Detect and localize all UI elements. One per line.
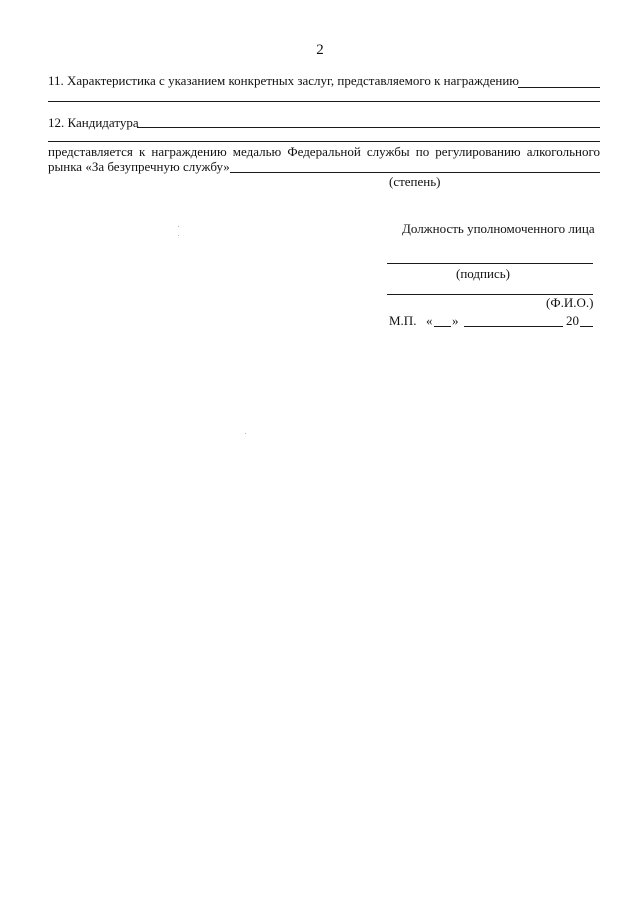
nomination-word: представляется bbox=[48, 144, 133, 159]
date-quote-open: « bbox=[426, 313, 433, 328]
name-caption: (Ф.И.О.) bbox=[546, 295, 594, 310]
signature-caption: (подпись) bbox=[456, 266, 510, 281]
nomination-word: алкогольного bbox=[526, 144, 600, 159]
nomination-word: Федеральной bbox=[287, 144, 361, 159]
date-quote-close: » bbox=[452, 313, 459, 328]
item-11-label: 11. Характеристика с указанием конкретных заслуг, представляемого к награждению bbox=[48, 73, 519, 88]
item-11-second-line bbox=[48, 101, 600, 102]
scan-speck bbox=[178, 235, 179, 236]
year-prefix: 20 bbox=[566, 313, 579, 328]
nomination-line-1 bbox=[48, 144, 600, 159]
nomination-word: по bbox=[415, 144, 430, 159]
item-11-fill-line bbox=[518, 87, 600, 88]
day-fill-line bbox=[434, 326, 451, 327]
scan-speck bbox=[178, 226, 179, 227]
degree-caption: (степень) bbox=[389, 174, 441, 189]
year-fill-line bbox=[580, 326, 593, 327]
item-12-second-line bbox=[48, 141, 600, 142]
scan-speck bbox=[245, 433, 246, 434]
stamp-label: М.П. bbox=[389, 313, 417, 328]
nomination-word: к bbox=[138, 144, 146, 159]
nomination-word: регулированию bbox=[435, 144, 521, 159]
item-12-fill-line bbox=[137, 127, 600, 128]
month-fill-line bbox=[464, 326, 563, 327]
nomination-word: награждению bbox=[151, 144, 227, 159]
signature-line bbox=[387, 263, 593, 264]
degree-fill-line bbox=[230, 172, 600, 173]
nomination-line-2: рынка «За безупречную службу» bbox=[48, 159, 230, 174]
nomination-word: службы bbox=[366, 144, 410, 159]
item-12-label: 12. Кандидатура bbox=[48, 115, 139, 130]
nomination-word: медалью bbox=[232, 144, 282, 159]
authorized-position-title: Должность уполномоченного лица bbox=[402, 221, 595, 236]
page-number: 2 bbox=[316, 42, 324, 58]
